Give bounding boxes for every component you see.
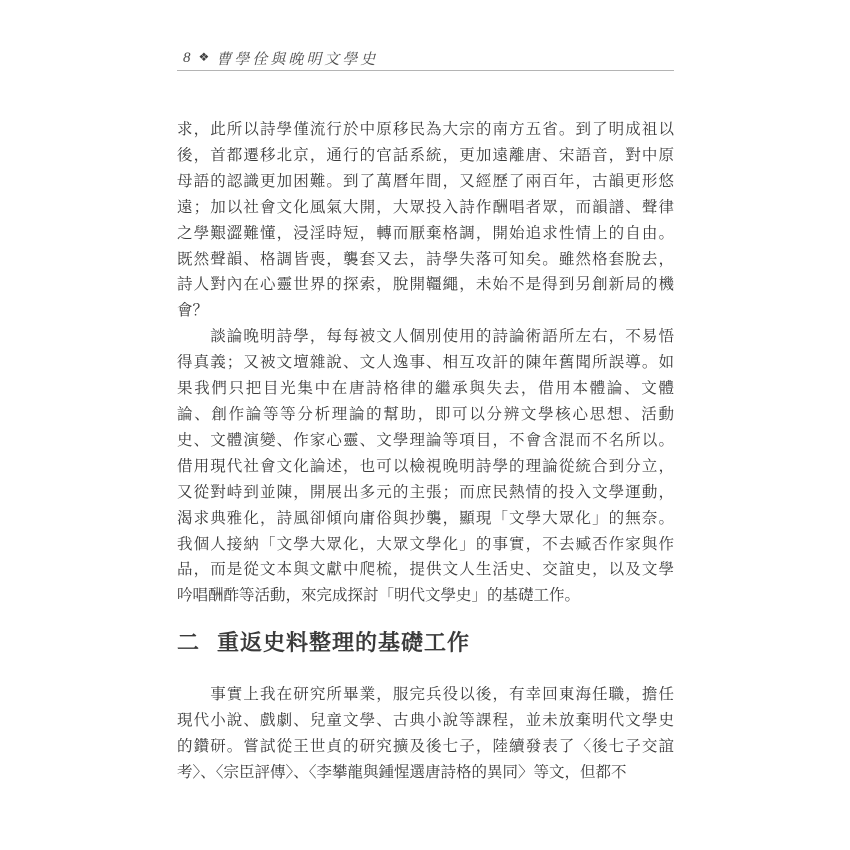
text-line: 考〉、〈宗臣評傳〉、〈李攀龍與鍾惺選唐詩格的異同〉等文，但都不 [177,763,627,781]
text-line: 詩人對內在心靈世界的探索，脫開韁繩，未始不是得到另創新局的機 [177,276,674,294]
page-number: 8 [183,49,192,66]
text-line: 的鑽研。嘗試從王世貞的研究擴及後七子，陸續發表了〈後七子交誼 [177,738,674,756]
text-line: 求，此所以詩學僅流行於中原移民為大宗的南方五省。到了明成祖以 [177,121,674,138]
text-line: 得真義；又被文壇雜說、文人逸事、相互攻訐的陳年舊聞所誤導。如 [177,354,674,372]
running-head-title: 曹學佺與晚明文學史 [216,51,379,68]
paragraph [177,324,674,609]
text-line: 果我們只把目光集中在唐詩格律的繼承與失去，借用本體論、文體 [177,380,674,398]
text-line: 論、創作論等等分析理論的幫助，即可以分辨文學核心思想、活動 [177,405,674,423]
text-line: 後，首都遷移北京，通行的官話系統，更加遠離唐、宋語音，對中原 [177,146,674,164]
text-line: 現代小說、戲劇、兒童文學、古典小說等課程，並未放棄明代文學史 [177,712,674,730]
text-line: 借用現代社會文化論述，也可以檢視晚明詩學的理論從統合到分立， [177,457,674,475]
diamond-ornament-icon: ❖ [198,49,210,64]
section-number: 二 [177,630,201,656]
paragraph [177,682,674,786]
text-line: 史、文體演變、作家心靈、文學理論等項目，不會含混而不名所以。 [177,431,674,449]
text-line: 母語的認識更加困難。到了萬曆年間，又經歷了兩百年，古韻更形悠 [177,172,674,190]
section-title: 重返史料整理的基礎工作 [217,630,471,656]
text-line: 又從對峙到並陳，開展出多元的主張；而庶民熱情的投入文學運動， [177,483,674,501]
page-body [177,117,674,786]
text-line: 事實上我在研究所畢業，服完兵役以後，有幸回東海任職，擔任 [177,686,674,704]
text-line: 談論晚明詩學，每每被文人個別使用的詩論術語所左右，不易悟 [177,328,674,346]
text-line: 品，而是從文本與文獻中爬梳，提供文人生活史、交誼史，以及文學 [177,561,674,579]
text-line: 我個人接納「文學大眾化，大眾文學化」的事實，不去臧否作家與作 [177,535,674,553]
text-line: 既然聲韻、格調皆喪，襲套又去，詩學失落可知矣。雖然格套脫去， [177,250,674,268]
paragraph [177,117,674,324]
running-head [177,46,674,71]
text-line: 渴求典雅化，詩風卻傾向庸俗與抄襲，顯現「文學大眾化」的無奈。 [177,509,674,527]
text-line: 會？ [177,302,209,320]
text-line: 吟唱酬酢等活動，來完成探討「明代文學史」的基礎工作。 [177,587,581,605]
section-heading [177,628,674,658]
text-line: 遠；加以社會文化風氣大開，大眾投入詩作酬唱者眾，而韻譜、聲律 [177,198,674,216]
text-line: 之學艱澀難懂，浸淫時短，轉而厭棄格調，開始追求性情上的自由。 [177,224,674,242]
